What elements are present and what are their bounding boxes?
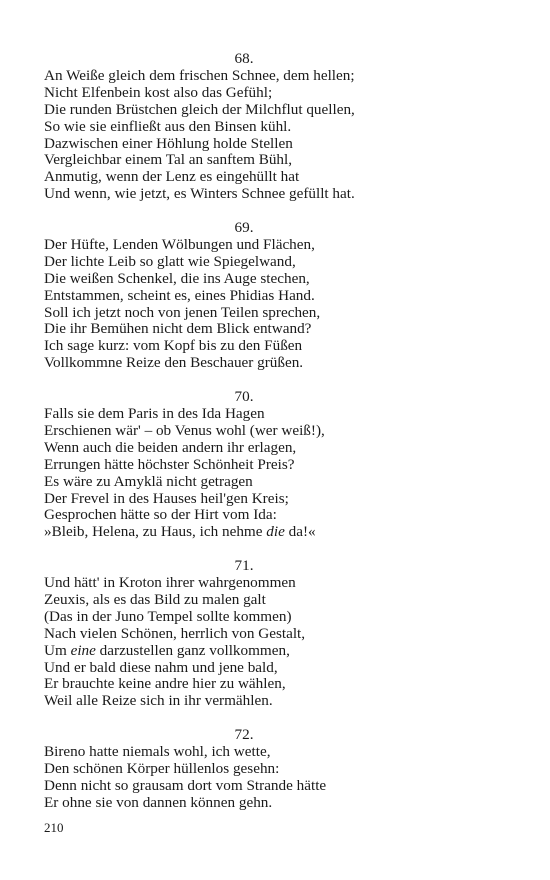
verse-line: Ich sage kurz: vom Kopf bis zu den Füßen [44, 337, 303, 355]
page-number: 210 [44, 820, 64, 835]
stanza-number: 71. [234, 557, 254, 575]
verse-line: Gesprochen hätte so der Hirt vom Ida: [44, 506, 277, 524]
verse-line: Zeuxis, als es das Bild zu malen galt [44, 590, 266, 608]
stanza-number: 69. [234, 219, 254, 237]
verse-line: Der Hüfte, Lenden Wölbungen und Flächen, [44, 235, 315, 253]
verse-line: Denn nicht so grausam dort vom Strande hätte [44, 776, 327, 794]
verse-line: An Weiße gleich dem frischen Schnee, dem hellen; [44, 66, 355, 84]
stanza-number: 72. [234, 726, 254, 744]
verse-line: (Das in der Juno Tempel sollte kommen) [44, 607, 292, 625]
emphasis: eine [70, 641, 96, 659]
verse-line: Nach vielen Schönen, herrlich von Gestalt, [44, 624, 306, 642]
verse-line: Und er bald diese nahm und jene bald, [44, 658, 278, 676]
verse-line: Errungen hätte höchster Schönheit Preis? [44, 455, 295, 473]
verse-line: Anmutig, wenn der Lenz es eingehüllt hat [44, 168, 300, 186]
verse-line: Den schönen Körper hüllenlos gesehn: [44, 760, 280, 777]
verse-line: Die weißen Schenkel, die ins Auge stechen, [44, 269, 310, 287]
verse-line: Dazwischen einer Höhlung holde Stellen [44, 134, 293, 152]
verse-line: Soll ich jetzt noch von jenen Teilen sprechen, [44, 303, 321, 321]
verse-line: Um eine darzustellen ganz vollkommen, [44, 641, 290, 659]
verse-line: Der lichte Leib so glatt wie Spiegelwand, [44, 252, 296, 270]
verse-line: Und wenn, wie jetzt, es Winters Schnee gefüllt hat. [44, 185, 355, 203]
verse-line: Die runden Brüstchen gleich der Milchflut quellen, [44, 100, 355, 118]
verse-line: »Bleib, Helena, zu Haus, ich nehme die da!« [44, 523, 316, 541]
verse-line: Die ihr Bemühen nicht dem Blick entwand? [44, 320, 312, 338]
verse-line: Nicht Elfenbein kost also das Gefühl; [44, 83, 273, 101]
verse-line: So wie sie einfließt aus den Binsen kühl. [44, 117, 292, 135]
verse-line: Erschienen wär' – ob Venus wohl (wer weiß!), [44, 421, 325, 439]
stanza-69 [44, 220, 444, 372]
stanza-71 [44, 558, 444, 710]
emphasis: die [266, 523, 285, 541]
verse-line: Er brauchte keine andre hier zu wählen, [44, 675, 286, 693]
stanza-70 [44, 389, 444, 541]
verse-line: Vergleichbar einem Tal an sanftem Bühl, [44, 151, 293, 169]
verse-line: Bireno hatte niemals wohl, ich wette, [44, 743, 271, 761]
verse-line: Der Frevel in des Hauses heil'gen Kreis; [44, 489, 289, 507]
poem-text [44, 51, 444, 829]
verse-line: Wenn auch die beiden andern ihr erlagen, [44, 438, 297, 456]
verse-line: Und hätt' in Kroton ihrer wahrgenommen [44, 574, 296, 592]
verse-line: Es wäre zu Amyklä nicht getragen [44, 472, 253, 490]
verse-line: Falls sie dem Paris in des Ida Hagen [44, 405, 265, 422]
verse-line: Weil alle Reize sich in ihr vermählen. [44, 692, 273, 710]
verse-line: Er ohne sie von dannen können gehn. [44, 793, 273, 811]
stanza-number: 68. [234, 50, 254, 67]
verse-line: Vollkommne Reize den Beschauer grüßen. [44, 354, 304, 372]
stanza-number: 70. [234, 388, 254, 406]
verse-line: Entstammen, scheint es, eines Phidias Hand. [44, 286, 315, 304]
stanza-68 [44, 51, 444, 203]
stanza-72 [44, 727, 444, 812]
